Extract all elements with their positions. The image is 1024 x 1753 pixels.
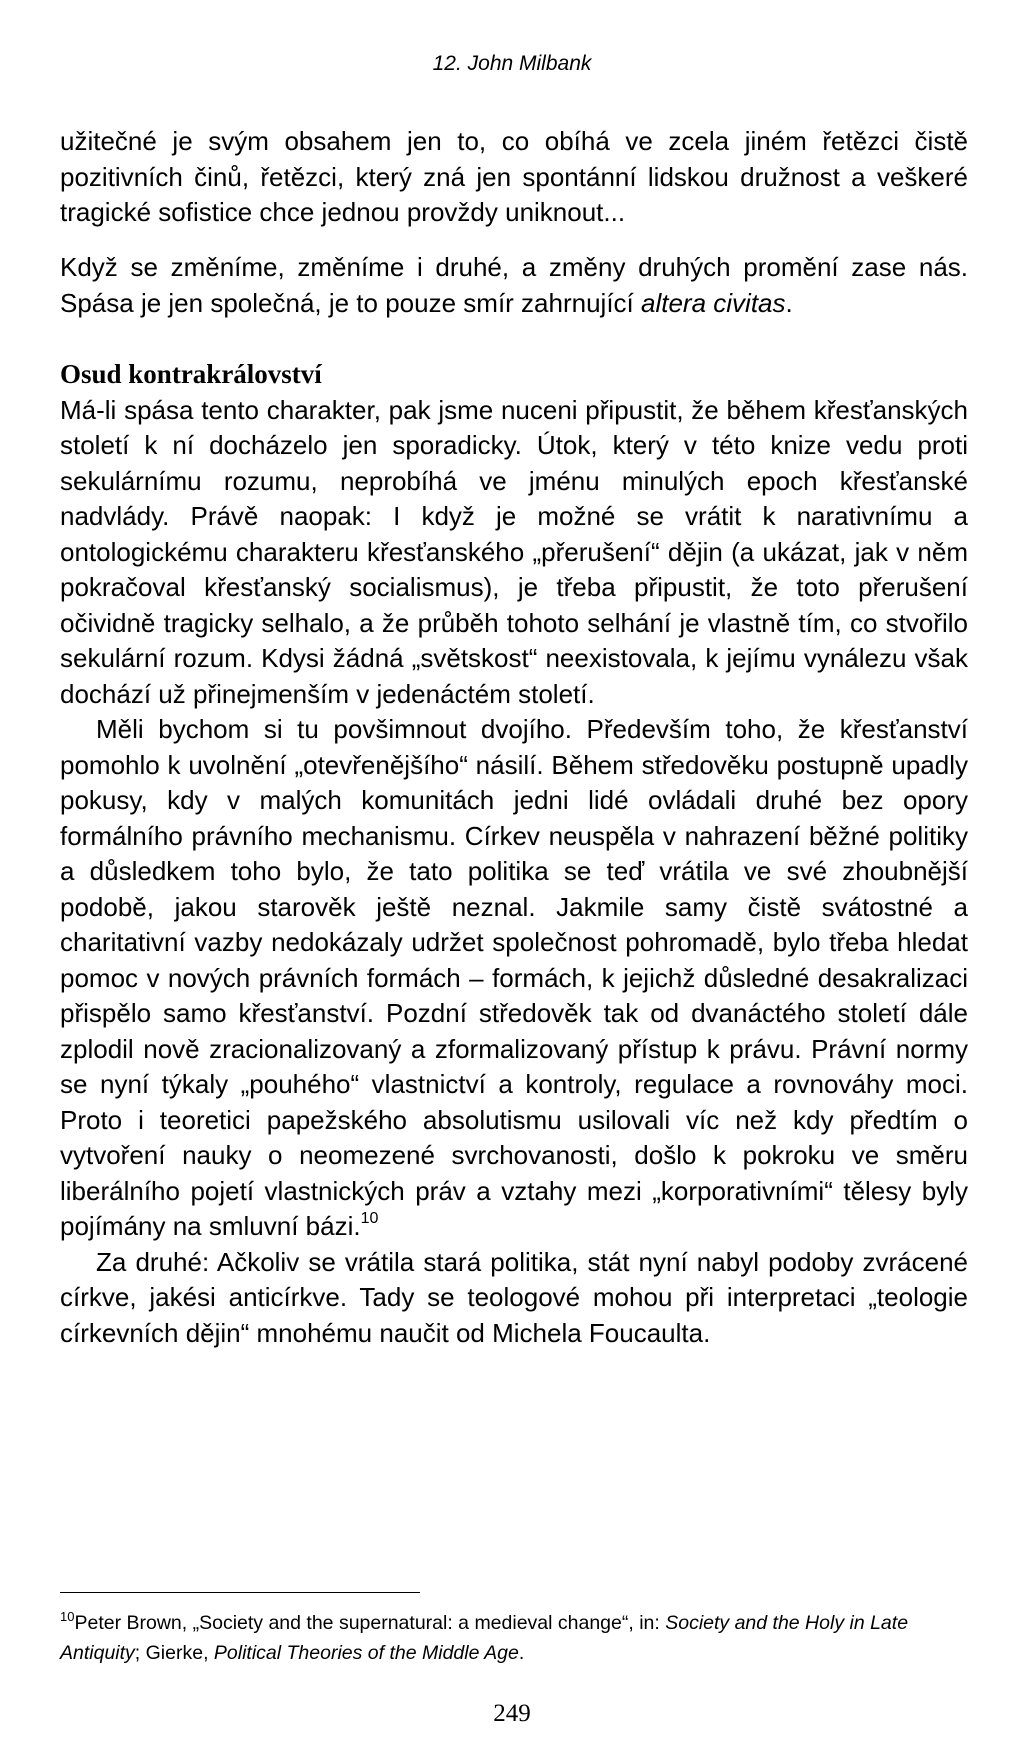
- footnote-title-a: Society and the Holy in Late Antiquity: [60, 1612, 909, 1664]
- footnote-text-a: Peter Brown, „Society and the supernatural: a medieval change“, in:: [74, 1612, 666, 1634]
- footnote-reference[interactable]: 10: [360, 1210, 379, 1227]
- paragraph-2-italic: altera civitas: [641, 287, 786, 318]
- paragraph-2-main: Když se změníme, změníme i druhé, a změny druhých promění zase nás. Spása je jen společná, je to pouze smír zahrnující: [60, 252, 968, 318]
- running-head: 12. John Milbank: [432, 52, 592, 75]
- footnote-number: 10: [60, 1609, 75, 1624]
- section-heading: Osud kontrakrálovství: [60, 359, 322, 389]
- paragraph-4: [60, 712, 968, 1245]
- main-section: [60, 357, 968, 1351]
- paragraph-2-end: .: [785, 287, 793, 318]
- paragraph-4-text: Měli bychom si tu povšimnout dvojího. Především toho, že křesťanství pomohlo k uvolnění „otevřenějšího“ násilí. Během středověku postupně upadly pokusy, kdy v malých komunitách jedni lidé ovládali druhé bez opory formálního právního mechanismu. Církev neuspěla v nahrazení běžné politiky a důsledkem toho bylo, že tato politika se teď vrátila ve své zhoubnější podobě, jakou starověk ještě neznal. Jakmile samy čistě svátostné a charitativní vazby nedokázaly udržet společnost pohromadě, bylo třeba hledat pomoc v nových právních formách – formách, k jejichž důsledné desakralizaci přispělo samo křesťanství. Pozdní středověk tak od dvanáctého století dále zplodil nově zracionalizovaný a zformalizovaný přístup k právu. Právní normy se nyní týkaly „pouhého“ vlastnictví a kontroly, regulace a rovnováhy moci. Proto i teoretici papežského absolutismu usilovali víc než kdy předtím o vytvoření nauky o neomezené svrchovanosti, došlo k pokroku ve směru liberálního pojetí vlastnických práv a vztahy mezi „korporativními“ tělesy byly pojímány na smluvní bázi.: [60, 714, 968, 1241]
- paragraph-2: [60, 250, 968, 321]
- paragraph-3: Má-li spása tento charakter, pak jsme nuceni připustit, že během křesťanských století k ní docházelo jen sporadicky. Útok, který v této knize vedu proti sekulárnímu rozumu, neprobíhá ve jménu minulých epoch křesťanské nadvlády. Právě naopak: I když je možné se vrátit k narativnímu a ontologickému charakteru křesťanského „přerušení“ dějin (a ukázat, jak v něm pokračoval křesťanský socialismus), je třeba připustit, že toto přerušení očividně tragicky selhalo, a že průběh tohoto selhání je vlastně tím, co stvořilo sekulární rozum. Kdysi žádná „světskost“ neexistovala, k jejímu vynálezu však dochází už přinejmenším v jedenáctém století.: [60, 394, 968, 709]
- footnote-text-c: .: [518, 1642, 525, 1664]
- paragraph-1: [60, 124, 968, 231]
- footnote-text-b: ; Gierke,: [134, 1642, 214, 1664]
- footnote-title-b: Political Theories of the Middle Age: [213, 1642, 519, 1664]
- footnote-divider: [60, 1592, 420, 1593]
- page-number: 249: [493, 1700, 531, 1727]
- paragraph-1-text: užitečné je svým obsahem jen to, co obíhá ve zcela jiném řetězci čistě pozitivních činů, řetězci, který zná jen spontánní lidskou družnost a veškeré tragické sofistice chce jednou provždy uniknout...: [60, 126, 968, 227]
- paragraph-5: Za druhé: Ačkoliv se vrátila stará politika, stát nyní nabyl podoby zvrácené církve, jakési anticírkve. Tady se teologové mohou při interpretaci „teologie církevních dějin“ mnohému naučit od Michela Foucaulta.: [60, 1246, 968, 1348]
- footnote: [60, 1608, 968, 1668]
- paragraph-2-text: [60, 250, 968, 321]
